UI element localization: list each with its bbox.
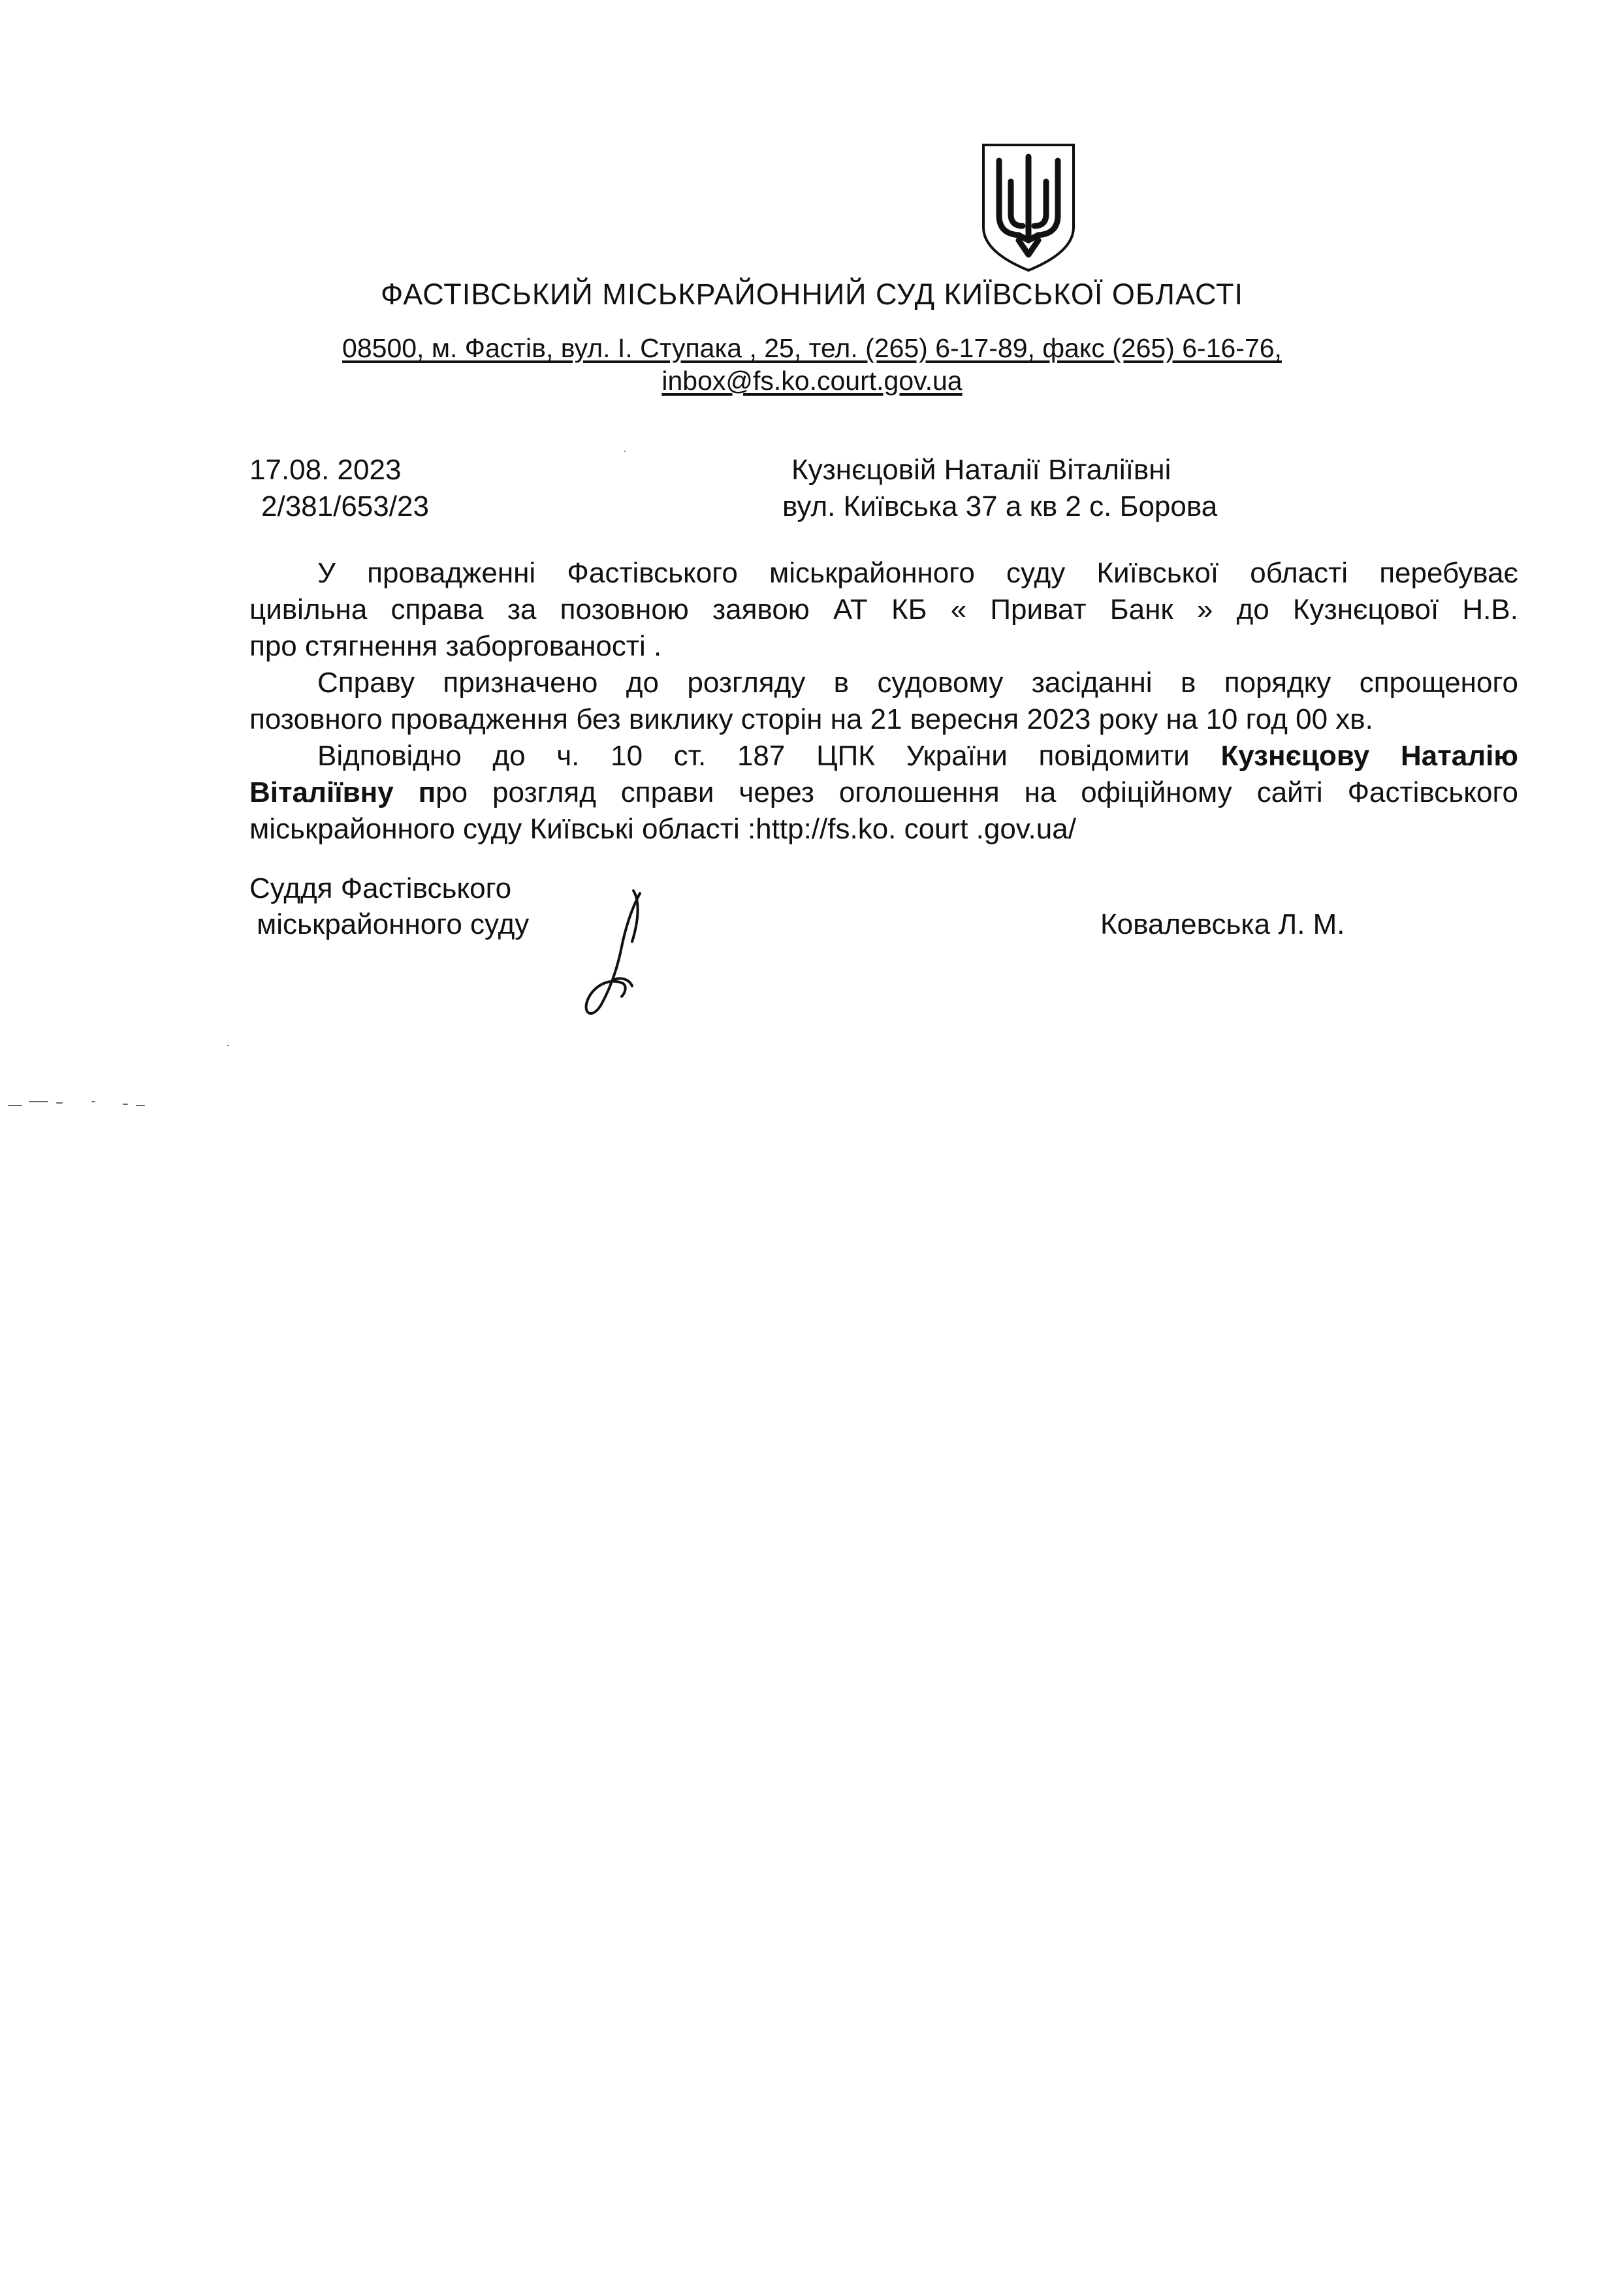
body-paragraph-3-continuation: ро розгляд справи через оголошення на офіційному сайті Фастівського xyxy=(436,776,1518,808)
trident-emblem-icon xyxy=(979,142,1077,273)
recipient-address: вул. Київська 37 а кв 2 с. Борова xyxy=(782,490,1218,522)
body-paragraph-2-line-2: позовного провадження без виклику сторін на 21 вересня 2023 року на 10 год 00 хв. xyxy=(249,703,1373,735)
scan-speck xyxy=(136,1105,145,1106)
signature-title-line-1: Суддя Фастівського xyxy=(249,872,512,904)
body-paragraph-3-line-1 xyxy=(249,738,1518,774)
court-email[interactable]: inbox@fs.ko.court.gov.ua xyxy=(661,366,963,396)
handwritten-signature xyxy=(562,882,673,1025)
document-number: 2/381/653/23 xyxy=(261,490,429,522)
document-date: 17.08. 2023 xyxy=(249,454,402,486)
body-paragraph-2-line-1: Справу призначено до розгляду в судовому засіданні в порядку спрощеного xyxy=(317,667,1518,699)
body-paragraph-3-text: Відповідно до ч. 10 ст. 187 ЦПК України повідомити xyxy=(317,740,1190,772)
recipient-bold-name-part-1: Кузнєцову Наталію xyxy=(1220,740,1519,772)
scan-speck xyxy=(227,1045,229,1046)
court-address: 08500, м. Фастів, вул. І. Ступака , 25, тел. (265) 6-17-89, факс (265) 6-16-76, xyxy=(342,333,1282,363)
body-paragraph-1-line-3: про стягнення заборгованості . xyxy=(249,630,662,662)
scan-speck xyxy=(29,1101,48,1102)
recipient-name: Кузнєцовій Наталії Віталіївні xyxy=(791,454,1171,486)
body-paragraph-3-line-3: міськрайонного суду Київські області :http://fs.ko. court .gov.ua/ xyxy=(249,813,1076,845)
bold-letter: п xyxy=(418,776,436,808)
signature-title-line-2: міськрайонного суду xyxy=(257,908,530,940)
judge-name: Ковалевська Л. М. xyxy=(1100,908,1345,940)
body-paragraph-1-line-2: цивільна справа за позовною заявою АТ КБ « Приват Банк » до Кузнєцової Н.В. xyxy=(249,594,1518,626)
scan-speck xyxy=(624,451,626,452)
scan-speck xyxy=(91,1101,95,1102)
scan-speck xyxy=(123,1104,128,1105)
scan-speck xyxy=(8,1105,22,1106)
body-paragraph-1-line-1: У провадженні Фастівського міськрайонного суду Київської області перебуває xyxy=(317,557,1518,589)
scan-speck xyxy=(56,1102,63,1104)
court-name: ФАСТІВСЬКИЙ МІСЬКРАЙОННИЙ СУД КИЇВСЬКОЇ ОБЛАСТІ xyxy=(381,278,1243,311)
body-paragraph-3-line-2 xyxy=(249,774,1518,811)
recipient-bold-name-part-2: Віталіївну xyxy=(249,776,394,808)
